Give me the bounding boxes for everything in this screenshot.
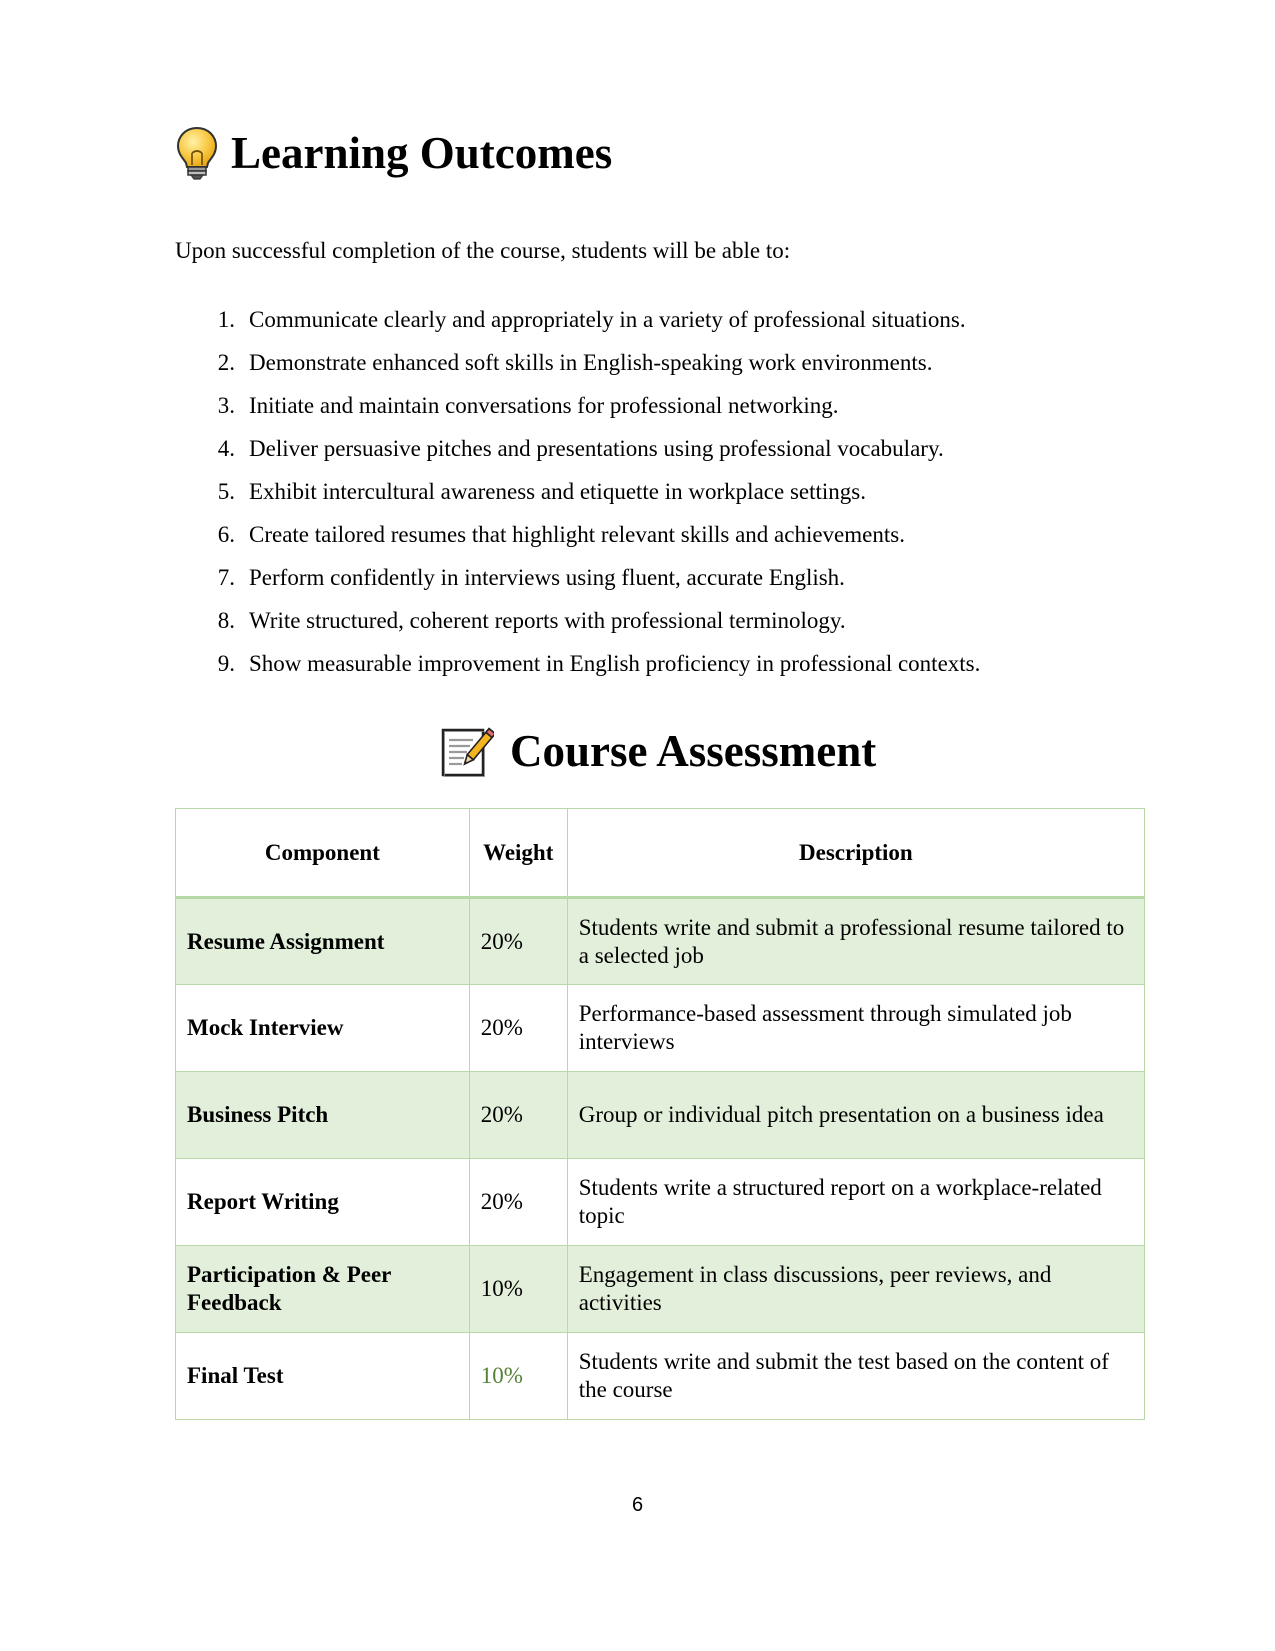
list-item [175,305,1135,348]
list-item-number: 1. [217,307,235,332]
list-item-number: 8. [217,608,235,633]
list-item-number: 4. [217,436,235,461]
header-description: Description [567,809,1144,898]
table-header-row [176,809,1145,898]
table-row [176,1333,1145,1420]
cell-description: Engagement in class discussions, peer reviews, and activities [567,1246,1144,1333]
cell-weight: 10% [469,1333,567,1420]
header-weight: Weight [469,809,567,898]
list-item [175,391,1135,434]
cell-weight: 20% [469,898,567,985]
list-item [175,477,1135,520]
list-item-text: Deliver persuasive pitches and presentations using professional vocabulary. [249,436,944,461]
cell-component: Mock Interview [176,985,470,1072]
list-item-text: Show measurable improvement in English proficiency in professional contexts. [249,651,981,676]
cell-weight: 20% [469,1159,567,1246]
header-component: Component [176,809,470,898]
list-item-text: Perform confidently in interviews using fluent, accurate English. [249,565,845,590]
list-item-text: Exhibit intercultural awareness and etiquette in workplace settings. [249,479,866,504]
table-row [176,1072,1145,1159]
learning-outcomes-heading [175,118,612,188]
memo-icon [440,724,494,778]
cell-weight: 20% [469,1072,567,1159]
cell-component: Resume Assignment [176,898,470,985]
list-item-text: Create tailored resumes that highlight relevant skills and achievements. [249,522,905,547]
list-item-number: 6. [217,522,235,547]
list-item [175,606,1135,649]
list-item [175,563,1135,606]
list-item [175,348,1135,391]
cell-description: Students write and submit a professional resume tailored to a selected job [567,898,1144,985]
learning-outcomes-intro: Upon successful completion of the course, students will be able to: [175,238,791,263]
cell-component: Final Test [176,1333,470,1420]
cell-component: Participation & Peer Feedback [176,1246,470,1333]
cell-component: Business Pitch [176,1072,470,1159]
cell-description: Students write and submit the test based on the content of the course [567,1333,1144,1420]
list-item-number: 3. [217,393,235,418]
list-item-number: 9. [217,651,235,676]
cell-description: Students write a structured report on a workplace-related topic [567,1159,1144,1246]
learning-outcomes-title: Learning Outcomes [231,127,613,178]
cell-weight: 10% [469,1246,567,1333]
list-item [175,649,1135,692]
list-item-text: Initiate and maintain conversations for professional networking. [249,393,839,418]
table-row [176,985,1145,1072]
cell-weight: 20% [469,985,567,1072]
list-item [175,520,1135,563]
list-item-number: 5. [217,479,235,504]
cell-component: Report Writing [176,1159,470,1246]
list-item [175,434,1135,477]
list-item-number: 7. [217,565,235,590]
table-row [176,1246,1145,1333]
lightbulb-icon [175,125,219,181]
course-assessment-heading [440,722,876,780]
list-item-number: 2. [217,350,235,375]
assessment-table [175,808,1145,1420]
learning-outcomes-list [175,305,1135,692]
course-assessment-title: Course Assessment [510,725,877,776]
list-item-text: Demonstrate enhanced soft skills in English-speaking work environments. [249,350,933,375]
list-item-text: Communicate clearly and appropriately in a variety of professional situations. [249,307,966,332]
cell-description: Performance-based assessment through simulated job interviews [567,985,1144,1072]
list-item-text: Write structured, coherent reports with professional terminology. [249,608,846,633]
cell-description: Group or individual pitch presentation on a business idea [567,1072,1144,1159]
page-number: 6 [631,1494,644,1516]
table-row [176,898,1145,985]
table-row [176,1159,1145,1246]
